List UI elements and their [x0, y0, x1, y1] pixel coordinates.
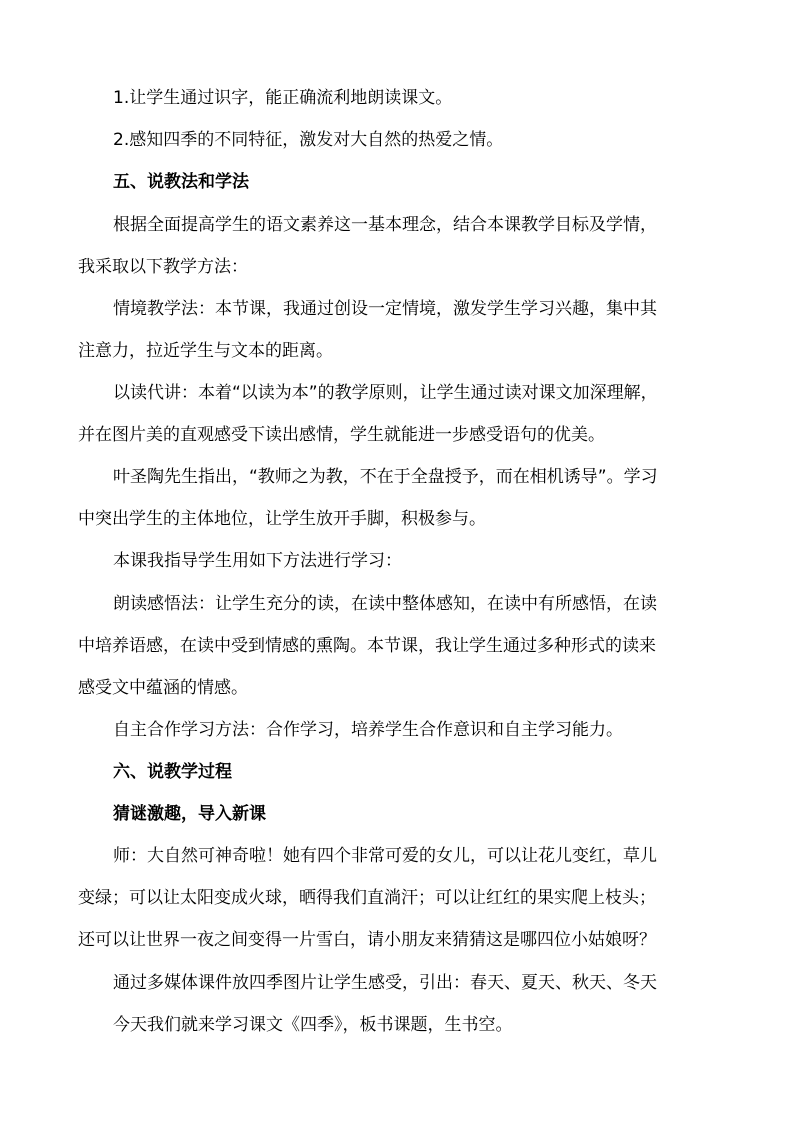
paragraph-line: 叶圣陶先生指出，“教师之为教，不在于全盘授予，而在相机诱导”。学习 — [113, 467, 658, 487]
paragraph-line: 根据全面提高学生的语文素养这一基本理念，结合本课教学目标及学情， — [113, 215, 657, 235]
paragraph-line: 通过多媒体课件放四季图片让学生感受，引出：春天、夏天、秋天、冬天 — [113, 973, 657, 993]
paragraph-line: 以读代讲：本着“以读为本”的教学原则，让学生通过读对课文加深理解， — [113, 383, 658, 403]
paragraph-line: 并在图片美的直观感受下读出感情，学生就能进一步感受语句的优美。 — [78, 425, 605, 445]
section-heading-6: 六、说教学过程 — [113, 762, 232, 782]
paragraph-line: 我采取以下教学方法： — [78, 257, 248, 277]
paragraph-line: 师：大自然可神奇啦！她有四个非常可爱的女儿，可以让花儿变红，草儿 — [113, 846, 657, 866]
paragraph-line: 感受文中蕴涵的情感。 — [78, 678, 248, 698]
paragraph-line: 朗读感悟法：让学生充分的读，在读中整体感知，在读中有所感悟，在读 — [113, 594, 657, 614]
paragraph-line: 本课我指导学生用如下方法进行学习： — [113, 551, 402, 571]
paragraph-line: 情境教学法：本节课，我通过创设一定情境，激发学生学习兴趣，集中其 — [113, 299, 657, 319]
paragraph-line: 变绿；可以让太阳变成火球，晒得我们直淌汗；可以让红红的果实爬上枝头； — [78, 888, 656, 908]
objective-1: 1.让学生通过识字，能正确流利地朗读课文。 — [113, 88, 453, 108]
subsection-heading: 猜谜激趣，导入新课 — [113, 804, 266, 824]
paragraph-line: 今天我们就来学习课文《四季》，板书课题，生书空。 — [113, 1015, 513, 1035]
section-heading-5: 五、说教法和学法 — [113, 172, 249, 192]
paragraph-line: 自主合作学习方法：合作学习，培养学生合作意识和自主学习能力。 — [113, 720, 623, 740]
objective-2: 2.感知四季的不同特征，激发对大自然的热爱之情。 — [113, 130, 504, 150]
paragraph-line: 中培养语感，在读中受到情感的熏陶。本节课，我让学生通过多种形式的读来 — [78, 636, 656, 656]
paragraph-line: 还可以让世界一夜之间变得一片雪白，请小朋友来猜猜这是哪四位小姑娘呀？ — [78, 930, 656, 950]
paragraph-line: 注意力，拉近学生与文本的距离。 — [78, 341, 333, 361]
paragraph-line: 中突出学生的主体地位，让学生放开手脚，积极参与。 — [78, 509, 486, 529]
